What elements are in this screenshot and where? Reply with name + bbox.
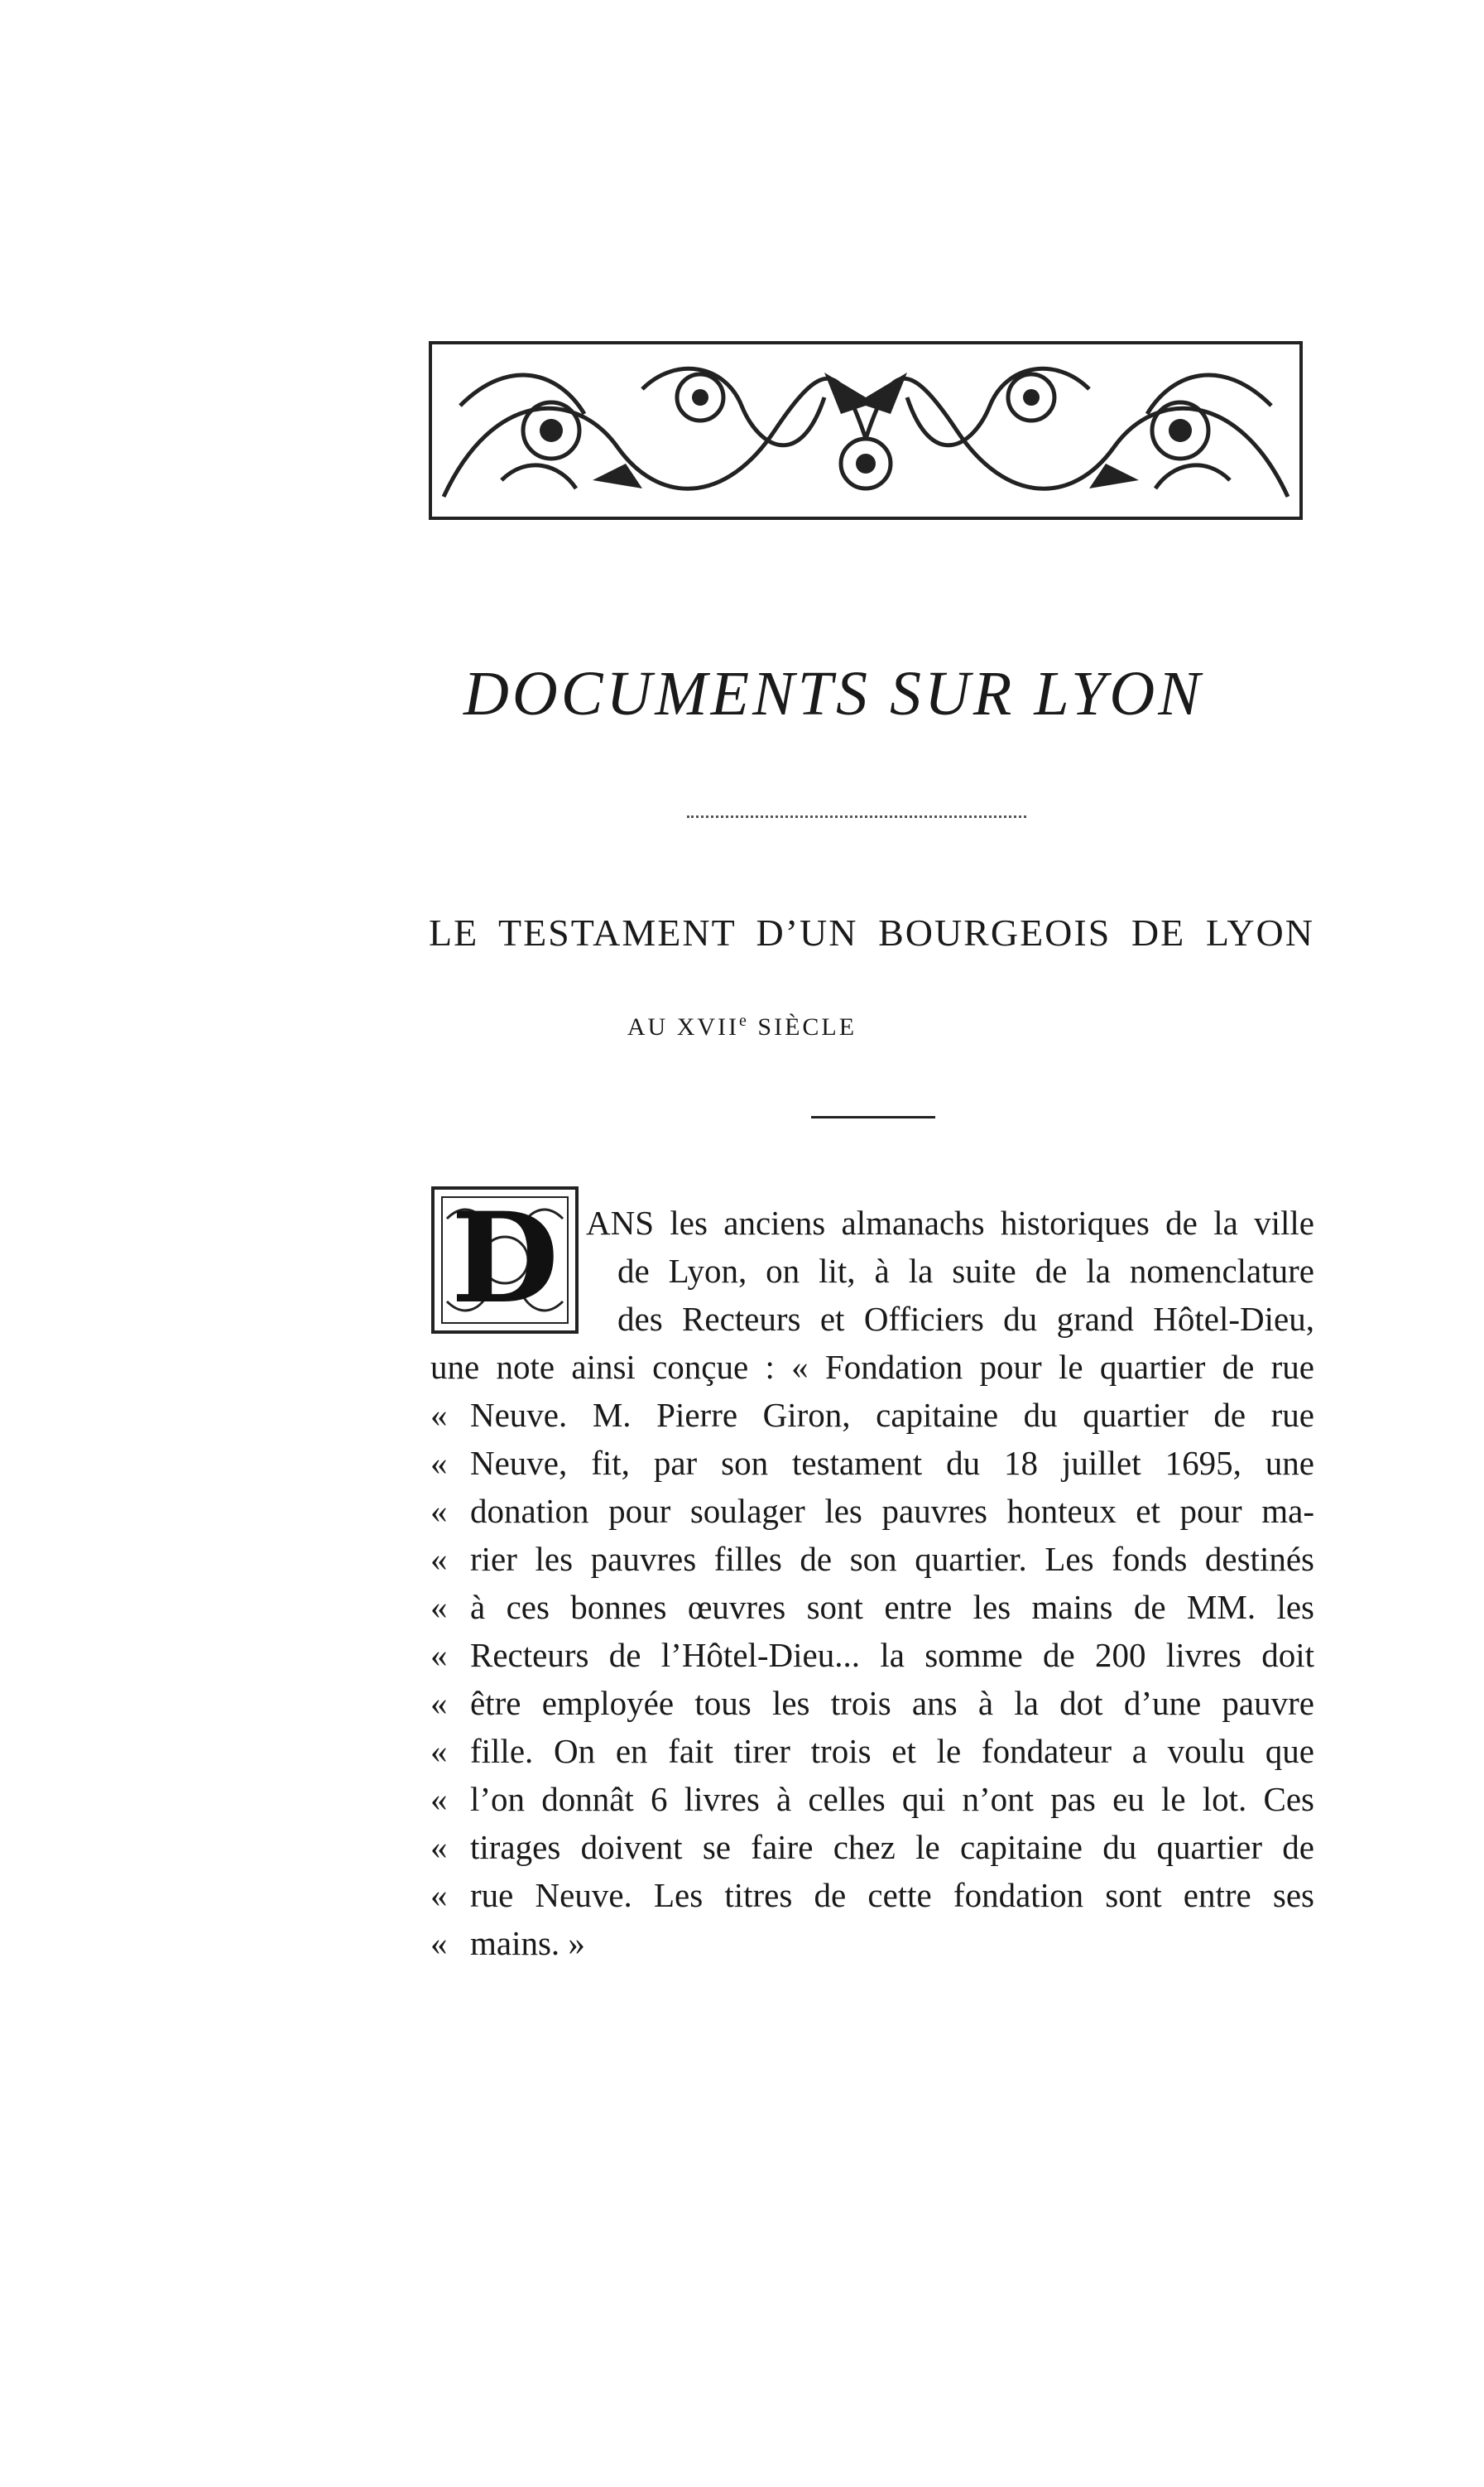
body-line-15: rue Neuve. Les titres de cette fondation sont entre ses: [470, 1876, 1314, 1914]
line-text: les anciens almanachs historiques de la ville: [670, 1204, 1315, 1242]
ornamental-headpiece: [427, 339, 1304, 522]
body-line-1: [586, 1202, 1314, 1244]
quote-mark: «: [430, 1636, 448, 1674]
body-line-16: mains. »: [470, 1924, 585, 1962]
quote-mark: «: [430, 1924, 448, 1962]
body-line-13: l’on donnât 6 livres à celles qui n’ont pas eu le lot. Ces: [470, 1780, 1314, 1818]
quote-mark: «: [430, 1588, 448, 1626]
article-subtitle: [0, 1012, 1484, 1041]
body-line-3: des Recteurs et Officiers du grand Hôtel-Dieu,: [617, 1300, 1314, 1338]
body-line-11: être employée tous les trois ans à la dot d’une pauvre: [470, 1684, 1314, 1722]
quote-mark: «: [430, 1876, 448, 1914]
short-divider: [811, 1116, 935, 1118]
quote-mark: «: [430, 1396, 448, 1434]
article-title: LE TESTAMENT D’UN BOURGEOIS DE LYON: [429, 912, 1314, 954]
dropcap-letter: D: [450, 1186, 560, 1331]
dropcap-rest: ANS: [586, 1204, 655, 1242]
quote-mark: «: [430, 1492, 448, 1530]
body-line-12: fille. On en fait tirer trois et le fondateur a voulu que: [470, 1732, 1314, 1770]
quote-mark: «: [430, 1732, 448, 1770]
quote-mark: «: [430, 1444, 448, 1482]
body-line-5: Neuve. M. Pierre Giron, capitaine du quartier de rue: [470, 1396, 1314, 1434]
dropcap-ornament: [430, 1186, 579, 1335]
body-line-7: donation pour soulager les pauvres honteux et pour ma-: [470, 1492, 1314, 1530]
running-title: DOCUMENTS SUR LYON: [463, 659, 1203, 729]
dotted-divider: [687, 815, 1026, 818]
subtitle-suffix: SIÈCLE: [757, 1013, 857, 1041]
body-line-4: une note ainsi conçue : « Fondation pour le quartier de rue: [430, 1348, 1314, 1386]
quote-mark: «: [430, 1684, 448, 1722]
body-line-14: tirages doivent se faire chez le capitaine du quartier de: [470, 1828, 1314, 1866]
subtitle-prefix: AU XVII: [627, 1013, 740, 1041]
body-line-9: à ces bonnes œuvres sont entre les mains de MM. les: [470, 1588, 1314, 1626]
quote-mark: «: [430, 1540, 448, 1578]
subtitle-superscript: e: [739, 1012, 749, 1030]
body-line-8: rier les pauvres filles de son quartier. Les fonds destinés: [470, 1540, 1314, 1578]
body-line-2: de Lyon, on lit, à la suite de la nomenclature: [617, 1252, 1314, 1290]
body-line-6: Neuve, fit, par son testament du 18 juillet 1695, une: [470, 1444, 1314, 1482]
quote-mark: «: [430, 1828, 448, 1866]
body-line-10: Recteurs de l’Hôtel-Dieu... la somme de 200 livres doit: [470, 1636, 1314, 1674]
quote-mark: «: [430, 1780, 448, 1818]
